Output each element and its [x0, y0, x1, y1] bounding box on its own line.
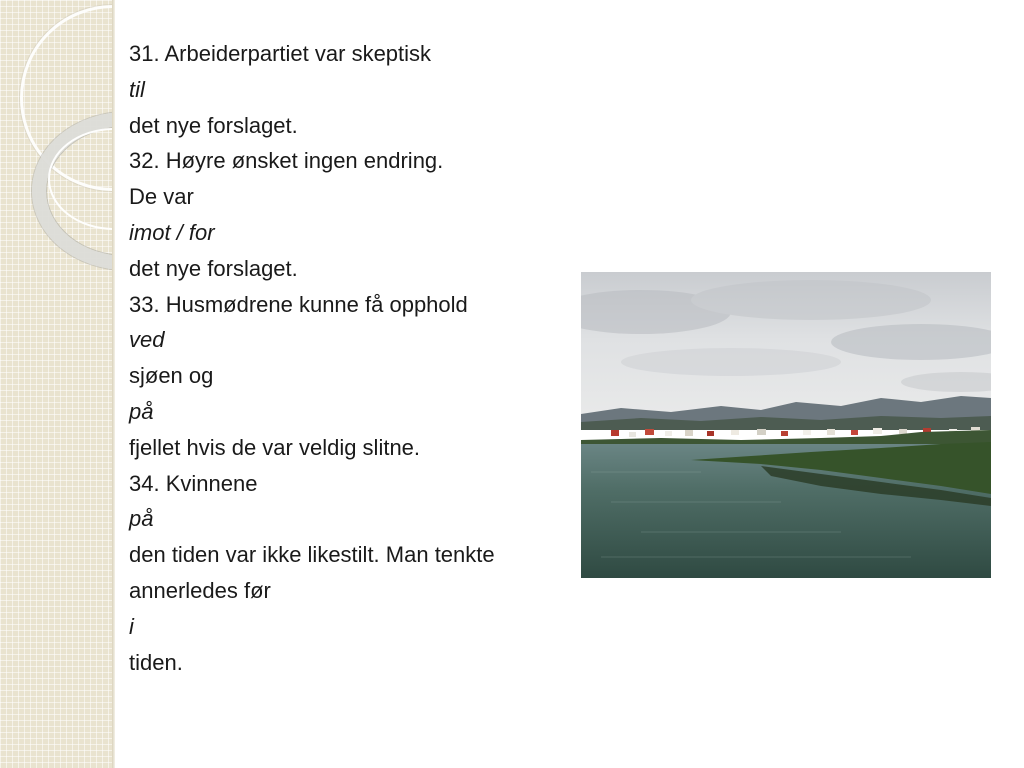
text-line: til	[129, 76, 145, 102]
text-line: ved	[129, 327, 165, 353]
text-line: tiden.	[129, 649, 183, 675]
text-line: 32. Høyre ønsket ingen endring.	[129, 148, 444, 174]
text-line: 34. Kvinnene	[129, 470, 258, 496]
text-line: på	[129, 506, 154, 532]
text-line: annerledes før	[129, 577, 271, 603]
sidebar-divider	[112, 0, 115, 768]
coastal-town-photo	[581, 272, 991, 578]
text-line: fjellet hvis de var veldig slitne.	[129, 434, 421, 460]
text-line: det nye forslaget.	[129, 255, 298, 281]
text-line: De var	[129, 184, 194, 210]
text-line: den tiden var ikke likestilt. Man tenkte	[129, 542, 495, 568]
text-line: 33. Husmødrene kunne få opphold	[129, 291, 468, 317]
text-line: det nye forslaget.	[129, 112, 298, 138]
decorative-sidebar	[0, 0, 112, 768]
text-line: sjøen og	[129, 363, 214, 389]
text-line: i	[129, 613, 134, 639]
text-line: imot / for	[129, 219, 215, 245]
text-line: på	[129, 398, 154, 424]
slide-text	[129, 36, 579, 680]
text-line: 31. Arbeiderpartiet var skeptisk	[129, 41, 432, 66]
